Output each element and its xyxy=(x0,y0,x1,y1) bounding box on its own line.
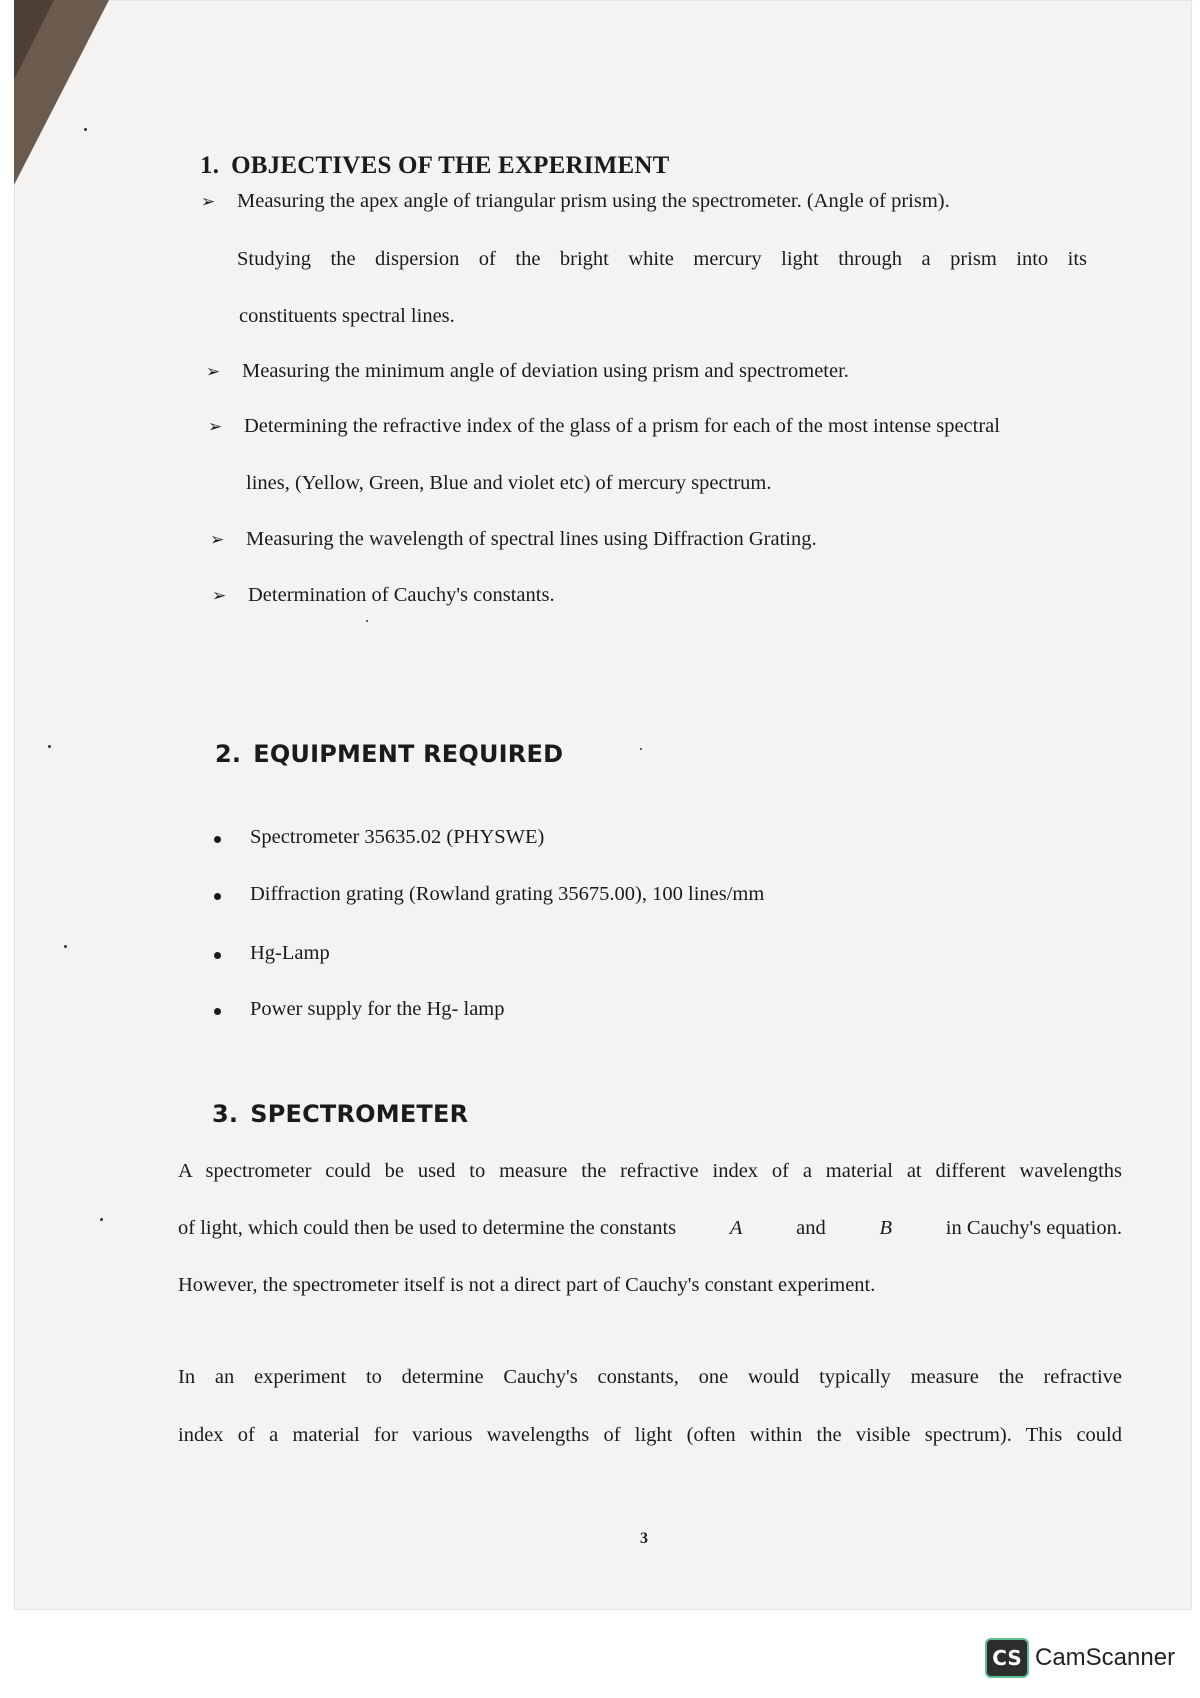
equipment-list-item: Power supply for the Hg- lamp xyxy=(250,998,505,1021)
objective-item-continuation: lines, (Yellow, Green, Blue and violet etc) of mercury spectrum. xyxy=(246,472,772,494)
objective-item-continuation: Studying the dispersion of the bright white mercury light through a prism into its xyxy=(237,248,1087,270)
arrow-bullet-icon: ➢ xyxy=(208,417,223,437)
paragraph-line: However, the spectrometer itself is not a direct part of Cauchy's constant experiment. xyxy=(178,1274,876,1296)
bullet-dot-icon xyxy=(214,893,221,900)
scan-speck xyxy=(100,1218,103,1221)
objective-item-continuation: constituents spectral lines. xyxy=(239,305,455,327)
objective-item: ➢ Measuring the minimum angle of deviation using prism and spectrometer. xyxy=(206,360,849,382)
arrow-bullet-icon: ➢ xyxy=(201,192,216,212)
arrow-bullet-icon: ➢ xyxy=(212,586,227,606)
section-heading-equipment: 2. EQUIPMENT REQUIRED xyxy=(215,740,564,768)
equipment-list-item: Diffraction grating (Rowland grating 35675.00), 100 lines/mm xyxy=(250,883,764,906)
equipment-list-item: Spectrometer 35635.02 (PHYSWE) xyxy=(250,826,544,849)
scan-speck xyxy=(366,620,368,622)
camscanner-watermark: CS CamScanner xyxy=(985,1638,1175,1678)
camscanner-logo-icon: CS xyxy=(985,1638,1029,1678)
paragraph-line: In an experiment to determine Cauchy's constants, one would typically measure the refractive xyxy=(178,1366,1122,1388)
section-heading-objectives: 1. OBJECTIVES OF THE EXPERIMENT xyxy=(200,152,670,179)
equipment-list-item: Hg-Lamp xyxy=(250,942,330,965)
objective-item: ➢ Measuring the apex angle of triangular prism using the spectrometer. (Angle of prism). xyxy=(201,190,950,212)
page-number: 3 xyxy=(640,1530,648,1547)
bullet-dot-icon xyxy=(214,836,221,843)
section-heading-spectrometer: 3. SPECTROMETER xyxy=(212,1100,469,1128)
paragraph-line: index of a material for various wavelengths of light (often within the visible spectrum). This could xyxy=(178,1424,1122,1446)
bullet-dot-icon xyxy=(214,1008,221,1015)
arrow-bullet-icon: ➢ xyxy=(206,362,221,382)
paragraph-line: A spectrometer could be used to measure the refractive index of a material at different wavelengths xyxy=(178,1160,1122,1182)
scan-speck xyxy=(48,745,51,748)
objective-item: ➢ Determination of Cauchy's constants. xyxy=(212,584,555,606)
objective-item: ➢ Determining the refractive index of the glass of a prism for each of the most intense spectral xyxy=(208,415,1000,437)
arrow-bullet-icon: ➢ xyxy=(210,530,225,550)
scan-speck xyxy=(64,945,67,948)
bullet-dot-icon xyxy=(214,952,221,959)
objective-item: ➢ Measuring the wavelength of spectral lines using Diffraction Grating. xyxy=(210,528,817,550)
paragraph-line: of light, which could then be used to determine the constants A and B in Cauchy's equation. xyxy=(178,1217,1122,1239)
scan-speck xyxy=(84,128,87,131)
scan-speck xyxy=(640,748,642,750)
